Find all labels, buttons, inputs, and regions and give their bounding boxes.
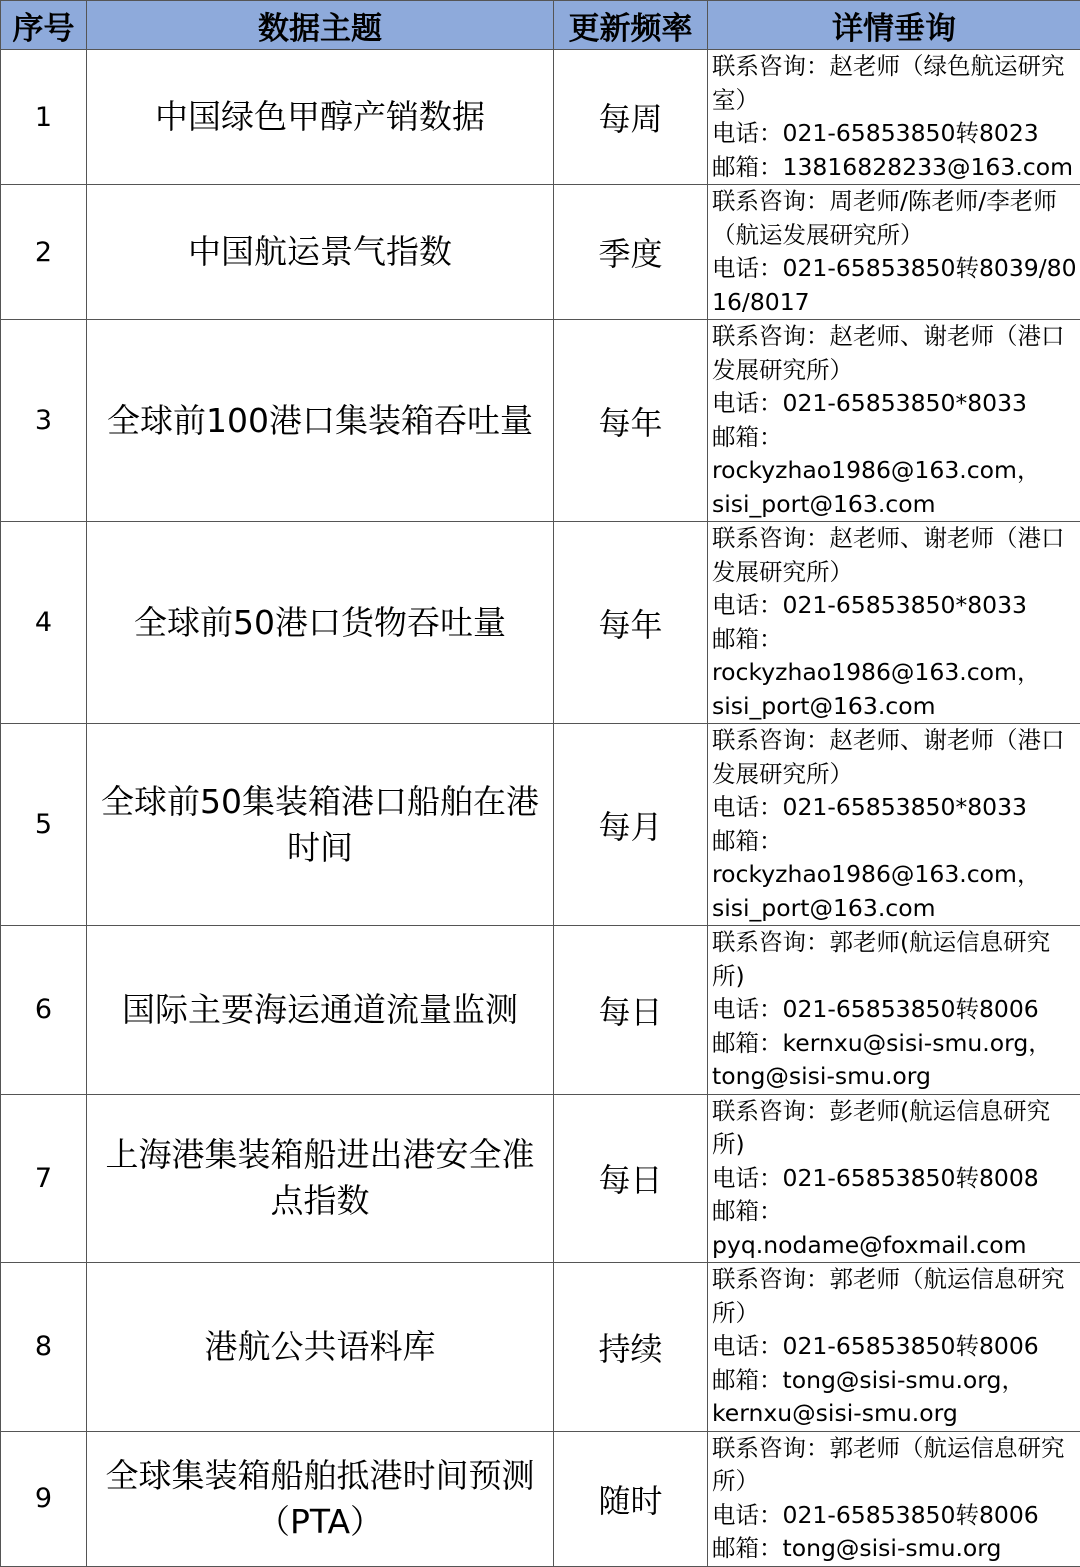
row-details: 联系咨询：赵老师、谢老师（港口发展研究所） 电话：021-65853850*8033 邮箱： rockyzhao1986@163.com， sisi_port@163.com <box>708 724 1080 926</box>
table-row <box>1 926 1080 1095</box>
row-frequency: 每年 <box>554 320 708 522</box>
row-topic: 全球集装箱船舶抵港时间预测（PTA） <box>87 1431 554 1566</box>
row-topic: 国际主要海运通道流量监测 <box>87 926 554 1095</box>
row-topic: 中国绿色甲醇产销数据 <box>87 50 554 185</box>
row-frequency: 每月 <box>554 724 708 926</box>
row-seq: 4 <box>1 522 87 724</box>
row-frequency: 每年 <box>554 522 708 724</box>
row-frequency: 每周 <box>554 50 708 185</box>
row-seq: 8 <box>1 1263 87 1432</box>
row-topic: 全球前50港口货物吞吐量 <box>87 522 554 724</box>
row-details: 联系咨询：郭老师（航运信息研究所） 电话：021-65853850转8006 邮箱：tong@sisi-smu.org <box>708 1431 1080 1566</box>
row-details: 联系咨询：郭老师（航运信息研究所） 电话：021-65853850转8006 邮箱：tong@sisi-smu.org， kernxu@sisi-smu.org <box>708 1263 1080 1432</box>
header-topic: 数据主题 <box>87 1 554 50</box>
table-row <box>1 724 1080 926</box>
header-seq: 序号 <box>1 1 87 50</box>
table-row <box>1 1263 1080 1432</box>
header-row <box>1 1 1080 50</box>
table-row <box>1 320 1080 522</box>
row-frequency: 季度 <box>554 185 708 320</box>
row-frequency: 持续 <box>554 1263 708 1432</box>
row-details: 联系咨询：赵老师、谢老师（港口发展研究所） 电话：021-65853850*8033 邮箱： rockyzhao1986@163.com， sisi_port@163.com <box>708 522 1080 724</box>
row-frequency: 随时 <box>554 1431 708 1566</box>
row-seq: 3 <box>1 320 87 522</box>
row-frequency: 每日 <box>554 1094 708 1263</box>
table-row <box>1 1094 1080 1263</box>
table-header <box>1 1 1080 50</box>
row-topic: 中国航运景气指数 <box>87 185 554 320</box>
row-seq: 1 <box>1 50 87 185</box>
row-seq: 5 <box>1 724 87 926</box>
table-row <box>1 1431 1080 1566</box>
table-row <box>1 50 1080 185</box>
row-seq: 9 <box>1 1431 87 1566</box>
table-row <box>1 185 1080 320</box>
table-body <box>1 50 1080 1567</box>
row-details: 联系咨询：赵老师、谢老师（港口发展研究所） 电话：021-65853850*8033 邮箱： rockyzhao1986@163.com， sisi_port@163.com <box>708 320 1080 522</box>
row-topic: 全球前50集装箱港口船舶在港时间 <box>87 724 554 926</box>
header-frequency: 更新频率 <box>554 1 708 50</box>
row-seq: 2 <box>1 185 87 320</box>
row-details: 联系咨询：郭老师(航运信息研究所) 电话：021-65853850转8006 邮箱：kernxu@sisi-smu.org， tong@sisi-smu.org <box>708 926 1080 1095</box>
table-row <box>1 522 1080 724</box>
row-seq: 6 <box>1 926 87 1095</box>
row-frequency: 每日 <box>554 926 708 1095</box>
header-details: 详情垂询 <box>708 1 1080 50</box>
row-seq: 7 <box>1 1094 87 1263</box>
row-topic: 上海港集装箱船进出港安全准点指数 <box>87 1094 554 1263</box>
row-details: 联系咨询：周老师/陈老师/李老师（航运发展研究所） 电话：021-65853850转8039/8016/8017 <box>708 185 1080 320</box>
row-topic: 全球前100港口集装箱吞吐量 <box>87 320 554 522</box>
row-details: 联系咨询：彭老师(航运信息研究所) 电话：021-65853850转8008 邮箱： pyq.nodame@foxmail.com <box>708 1094 1080 1263</box>
row-details: 联系咨询：赵老师（绿色航运研究室） 电话：021-65853850转8023 邮箱：13816828233@163.com <box>708 50 1080 185</box>
row-topic: 港航公共语料库 <box>87 1263 554 1432</box>
